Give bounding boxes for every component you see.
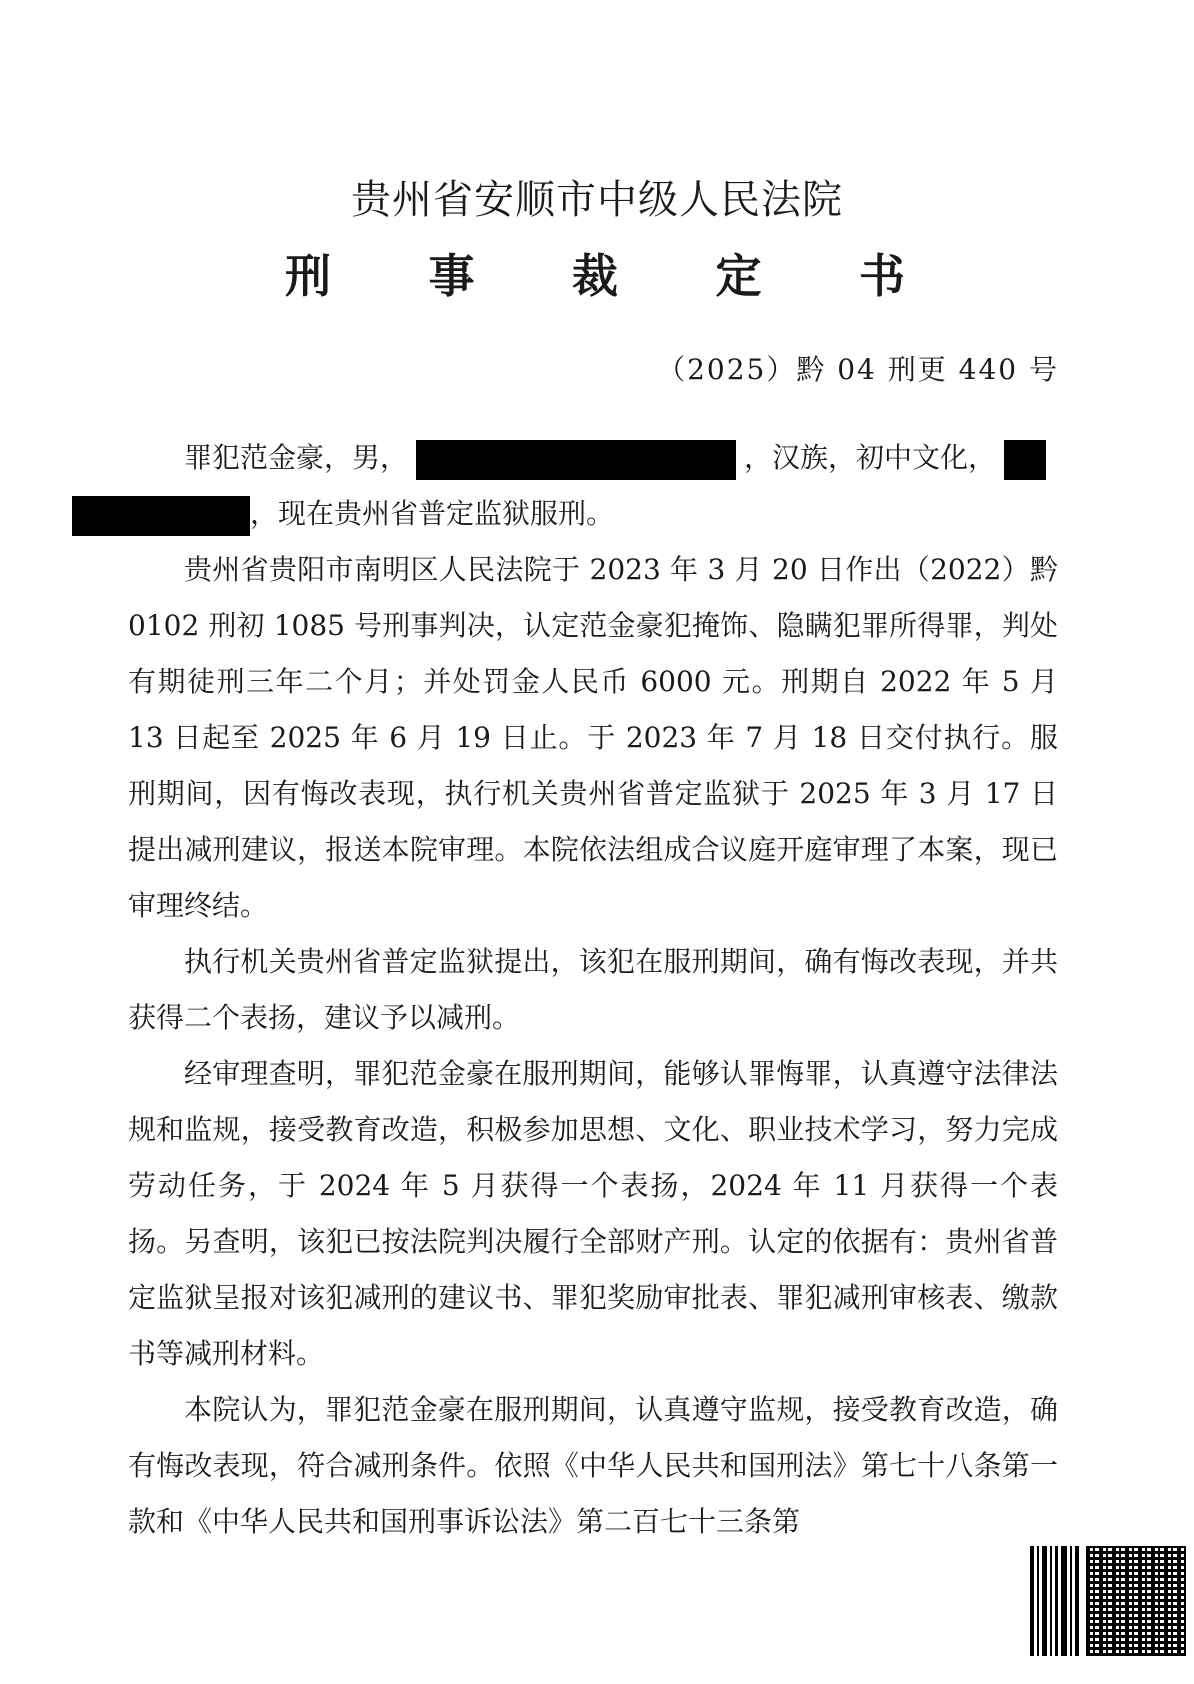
paragraph-findings: 经审理查明，罪犯范金豪在服刑期间，能够认罪悔罪，认真遵守法律法规和监规，接受教育改造，积极参加思想、文化、职业技术学习，努力完成劳动任务，于 2024 年 5 月获得一个表扬，2024 年 11 月获得一个表扬。另查明，该犯已按法院判决履行全部财产刑。认定的依据有：贵州省普定监狱呈报对该犯减刑的建议书、罪犯奖励审批表、罪犯减刑审核表、缴款书等减刑材料。: [128, 1057, 1058, 1370]
document-body: [128, 430, 1058, 1550]
defendant-ethnicity: ，汉族，初中文化，: [744, 441, 997, 474]
title-char: 裁: [572, 249, 618, 303]
title-char: 定: [715, 249, 762, 303]
defendant-location: ，现在贵州省普定监狱服刑。: [250, 497, 615, 530]
document-title: [285, 240, 905, 306]
title-char: 事: [428, 249, 475, 303]
defendant-intro: 罪犯范金豪，男，: [184, 441, 409, 474]
redaction-block: [416, 440, 736, 480]
title-char: 书: [859, 249, 905, 303]
qr-code: [1086, 1546, 1186, 1656]
barcode-bars: [1030, 1546, 1082, 1656]
paragraph-recommendation: 执行机关贵州省普定监狱提出，该犯在服刑期间，确有悔改表现，并共获得二个表扬，建议予以减刑。: [128, 945, 1058, 1034]
paragraph-opinion: 本院认为，罪犯范金豪在服刑期间，认真遵守监规，接受教育改造，确有悔改表现，符合减刑条件。依照《中华人民共和国刑法》第七十八条第一款和《中华人民共和国刑事诉讼法》第二百七十三条第: [128, 1393, 1058, 1538]
redaction-block: [1004, 440, 1046, 480]
document-barcode: [1030, 1546, 1194, 1656]
case-number: （2025）黔 04 刑更 440 号: [657, 353, 1059, 386]
court-name: 贵州省安顺市中级人民法院: [351, 177, 843, 223]
paragraph-defendant: [128, 430, 1058, 542]
title-char: 刑: [285, 249, 331, 303]
redaction-block: [72, 496, 250, 536]
paragraph-background: 贵州省贵阳市南明区人民法院于 2023 年 3 月 20 日作出（2022）黔 0102 刑初 1085 号刑事判决，认定范金豪犯掩饰、隐瞒犯罪所得罪，判处有期徒刑三年二个月；并处罚金人民币 6000 元。刑期自 2022 年 5 月 13 日起至 2025 年 6 月 19 日止。于 2023 年 7 月 18 日交付执行。服刑期间，因有悔改表现，执行机关贵州省普定监狱于 2025 年 3 月 17 日提出减刑建议，报送本院审理。本院依法组成合议庭开庭审理了本案，现已审理终结。: [128, 553, 1058, 922]
